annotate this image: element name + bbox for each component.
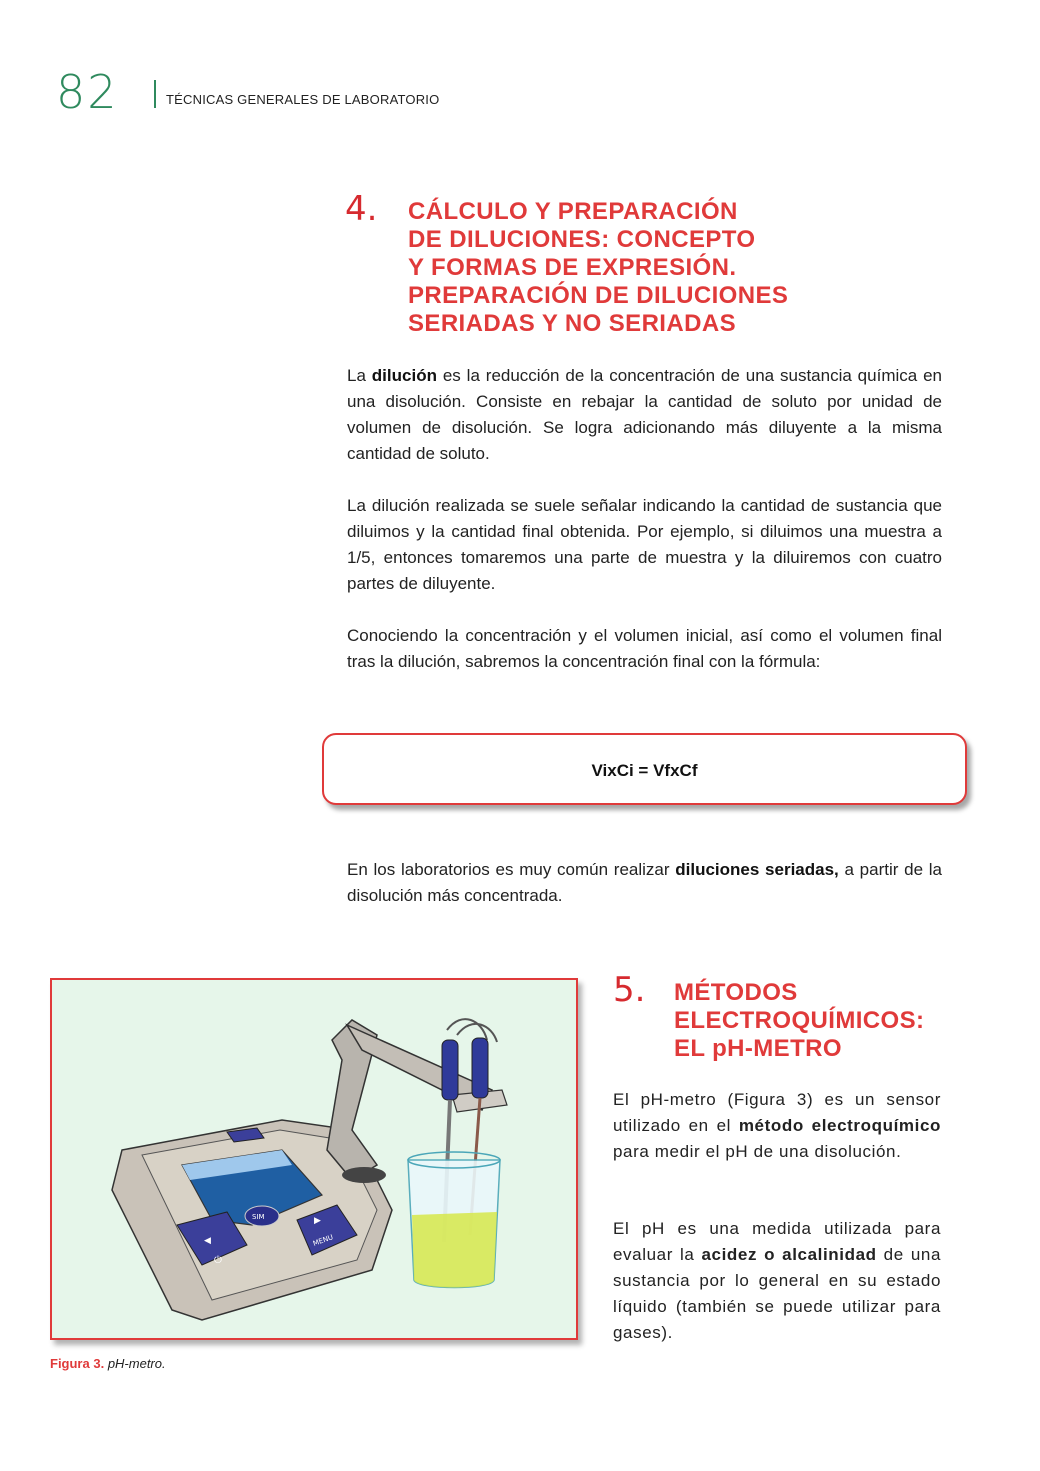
bold-term: diluciones seriadas, — [675, 860, 839, 879]
paragraph-diluciones-seriadas — [347, 857, 942, 909]
paragraph-ph-definition — [613, 1216, 941, 1346]
paragraph-dilucion-formula-intro: Conociendo la concentración y el volumen inicial, así como el volumen final tras la dilución, sabremos la concentración final con la fórmula: — [347, 626, 942, 671]
header-title: TÉCNICAS GENERALES DE LABORATORIO — [166, 92, 440, 107]
section-4-title-line: SERIADAS Y NO SERIADAS — [408, 310, 736, 337]
text-run: de una sustancia por lo general en su estado líquido (también se puede utilizar para gases). — [613, 1245, 941, 1342]
text-run: es la reducción de la concentración de una sustancia química en una disolución. Consiste en rebajar la cantidad de soluto por unidad de volumen de disolución. Se logra adicionando más diluyente a la misma cantidad de soluto. — [347, 366, 942, 463]
text-run: El pH-metro (Figura 3) es un sensor utilizado en el — [613, 1090, 941, 1135]
section-5-number: 5. — [613, 970, 646, 1010]
paragraph-dilucion-example: La dilución realizada se suele señalar indicando la cantidad de sustancia que diluimos y la cantidad final obtenida. Por ejemplo, si diluimos una muestra a 1/5, entonces tomaremos una parte de muestra y la diluiremos con cuatro partes de diluyente. — [347, 496, 942, 593]
figure-caption — [50, 1356, 166, 1371]
figure-caption-text: pH-metro. — [107, 1356, 166, 1371]
figure-label: Figura 3. — [50, 1356, 105, 1371]
right-arrow-icon: ▶ — [314, 1216, 321, 1226]
section-4-title-line: DE DILUCIONES: CONCEPTO — [408, 226, 756, 253]
ph-electrode — [442, 1040, 458, 1100]
beaker-solution — [412, 1212, 497, 1288]
text-run: En los laboratorios es muy común realizar — [347, 860, 676, 879]
text-run: a partir de la disolución más concentrada. — [347, 860, 942, 905]
paragraph-ph-metro — [613, 1087, 941, 1165]
section-4-title-line: PREPARACIÓN DE DILUCIONES — [408, 282, 789, 309]
bold-term: método electroquímico — [738, 1116, 941, 1135]
section-4-number: 4. — [345, 189, 378, 229]
text-run: para medir el pH de una disolución. — [613, 1142, 902, 1161]
section-5-title-line: MÉTODOS — [674, 979, 798, 1006]
text-run: La — [347, 366, 372, 385]
text-run: El pH es una medida utilizada para evaluar la — [613, 1219, 941, 1264]
stand-foot — [342, 1167, 386, 1183]
section-5-title-line: ELECTROQUÍMICOS: — [674, 1007, 925, 1034]
bold-term: acidez o alcalinidad — [701, 1245, 877, 1264]
section-5-title-line: EL pH-METRO — [674, 1035, 842, 1062]
formula-text: VixCi = VfxCf — [591, 761, 698, 780]
header-divider — [154, 80, 156, 108]
section-4-title-line: Y FORMAS DE EXPRESIÓN. — [408, 254, 737, 281]
page-number: 82 — [56, 65, 119, 119]
power-icon: ⏻ — [214, 1255, 222, 1266]
figure-ph-meter — [50, 978, 578, 1340]
formula-box — [322, 733, 967, 805]
electrode-cable — [447, 1019, 487, 1040]
temperature-probe — [472, 1038, 488, 1098]
section-4-title — [408, 198, 788, 338]
bold-term: dilución — [371, 366, 437, 385]
section-4-title-line: CÁLCULO Y PREPARACIÓN — [408, 198, 738, 225]
sim-label: SIM — [252, 1213, 265, 1221]
left-arrow-icon: ◀ — [204, 1236, 211, 1246]
menu-label: MENU — [311, 1233, 335, 1248]
paragraph-dilucion-definition — [347, 363, 942, 467]
section-5-title — [674, 979, 924, 1063]
ph-meter-illustration — [52, 980, 576, 1338]
